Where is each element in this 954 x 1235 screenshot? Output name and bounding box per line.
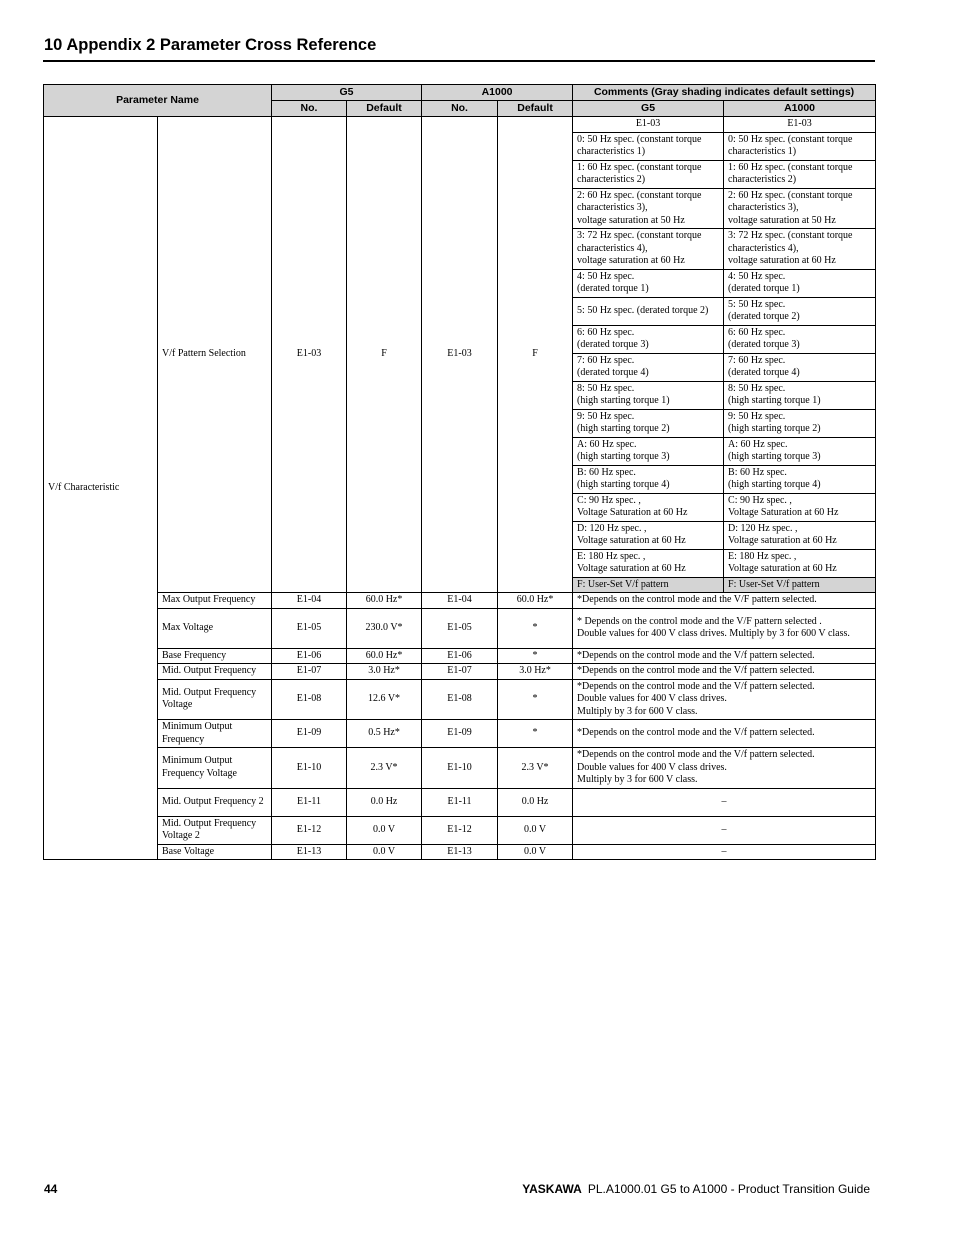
header-comments-a1000: A1000 [724,101,876,117]
g5-default: 2.3 V* [347,748,422,789]
header-a1000-no: No. [422,101,498,117]
g5-no: E1-13 [272,844,347,860]
header-a1000: A1000 [422,85,573,101]
vf-option-a1000: F: User-Set V/f pattern [724,577,876,593]
g5-default: 0.0 V [347,816,422,844]
vf-option-a1000: A: 60 Hz spec. (high starting torque 3) [724,437,876,465]
vf-option-g5: 7: 60 Hz spec. (derated torque 4) [573,353,724,381]
comment: *Depends on the control mode and the V/f pattern selected. Double values for 400 V class drives. Multiply by 3 for 600 V class. [573,679,876,720]
vf-option-a1000: C: 90 Hz spec. , Voltage Saturation at 60 Hz [724,493,876,521]
parameter-name: Base Voltage [158,844,272,860]
a1000-no: E1-07 [422,664,498,680]
a1000-default: 0.0 V [498,844,573,860]
vf-option-g5: 0: 50 Hz spec. (constant torque characteristics 1) [573,132,724,160]
header-comments-g5: G5 [573,101,724,117]
header-comments: Comments (Gray shading indicates default settings) [573,85,876,101]
g5-no: E1-07 [272,664,347,680]
comment: *Depends on the control mode and the V/f pattern selected. [573,720,876,748]
vf-option-a1000: 5: 50 Hz spec. (derated torque 2) [724,297,876,325]
vf-option-g5: 8: 50 Hz spec. (high starting torque 1) [573,381,724,409]
vf-pattern-option-row [44,117,876,133]
vf-option-g5: E1-03 [573,117,724,133]
g5-no: E1-11 [272,788,347,816]
a1000-no: E1-13 [422,844,498,860]
a1000-no: E1-04 [422,593,498,609]
parameter-name: Mid. Output Frequency Voltage 2 [158,816,272,844]
parameter-name: Base Frequency [158,648,272,664]
parameter-cross-reference-table [43,84,876,860]
g5-no: E1-08 [272,679,347,720]
a1000-no: E1-12 [422,816,498,844]
a1000-default: * [498,608,573,648]
vf-pattern-g5-default: F [347,117,422,593]
vf-option-a1000: 7: 60 Hz spec. (derated torque 4) [724,353,876,381]
header-row-1 [44,85,876,101]
vf-option-g5: 9: 50 Hz spec. (high starting torque 2) [573,409,724,437]
vf-option-a1000: D: 120 Hz spec. , Voltage saturation at 60 Hz [724,521,876,549]
vf-option-a1000: 0: 50 Hz spec. (constant torque characteristics 1) [724,132,876,160]
header-g5-no: No. [272,101,347,117]
g5-default: 12.6 V* [347,679,422,720]
vf-option-g5: E: 180 Hz spec. , Voltage saturation at 60 Hz [573,549,724,577]
vf-option-a1000: B: 60 Hz spec. (high starting torque 4) [724,465,876,493]
a1000-no: E1-08 [422,679,498,720]
parameter-name: Max Output Frequency [158,593,272,609]
g5-default: 60.0 Hz* [347,648,422,664]
g5-no: E1-12 [272,816,347,844]
vf-option-a1000: 8: 50 Hz spec. (high starting torque 1) [724,381,876,409]
parameter-name: Mid. Output Frequency Voltage [158,679,272,720]
a1000-default: 60.0 Hz* [498,593,573,609]
header-g5: G5 [272,85,422,101]
vf-pattern-name: V/f Pattern Selection [158,117,272,593]
parameter-name: Minimum Output Frequency Voltage [158,748,272,789]
parameter-row [44,844,876,860]
group-label-vf-characteristic: V/f Characteristic [44,117,158,860]
comment: *Depends on the control mode and the V/F pattern selected. [573,593,876,609]
footer-text [522,1182,870,1196]
parameter-row [44,608,876,648]
comment: *Depends on the control mode and the V/f pattern selected. [573,648,876,664]
g5-default: 0.0 Hz [347,788,422,816]
vf-option-a1000: E1-03 [724,117,876,133]
comment: – [573,844,876,860]
vf-option-a1000: 6: 60 Hz spec. (derated torque 3) [724,325,876,353]
parameter-name: Max Voltage [158,608,272,648]
g5-no: E1-09 [272,720,347,748]
vf-option-g5: 3: 72 Hz spec. (constant torque characteristics 4), voltage saturation at 60 Hz [573,229,724,270]
vf-option-g5: 6: 60 Hz spec. (derated torque 3) [573,325,724,353]
header-parameter-name: Parameter Name [44,85,272,117]
parameter-row [44,720,876,748]
table-body [44,117,876,860]
footer-doc-title: PL.A1000.01 G5 to A1000 - Product Transition Guide [587,1182,870,1196]
vf-option-a1000: 4: 50 Hz spec. (derated torque 1) [724,269,876,297]
vf-option-g5: 4: 50 Hz spec. (derated torque 1) [573,269,724,297]
g5-no: E1-10 [272,748,347,789]
a1000-no: E1-09 [422,720,498,748]
vf-option-a1000: 2: 60 Hz spec. (constant torque characteristics 3), voltage saturation at 50 Hz [724,188,876,229]
vf-option-g5: C: 90 Hz spec. , Voltage Saturation at 60 Hz [573,493,724,521]
a1000-default: * [498,648,573,664]
comment: – [573,788,876,816]
vf-option-g5: 1: 60 Hz spec. (constant torque characteristics 2) [573,160,724,188]
header-g5-default: Default [347,101,422,117]
g5-no: E1-05 [272,608,347,648]
g5-default: 60.0 Hz* [347,593,422,609]
a1000-default: * [498,679,573,720]
header-a1000-default: Default [498,101,573,117]
parameter-row [44,648,876,664]
a1000-no: E1-11 [422,788,498,816]
vf-option-a1000: 3: 72 Hz spec. (constant torque characteristics 4), voltage saturation at 60 Hz [724,229,876,270]
parameter-row [44,664,876,680]
parameter-row [44,816,876,844]
page-number: 44 [44,1182,58,1196]
parameter-name: Minimum Output Frequency [158,720,272,748]
section-title: 10 Appendix 2 Parameter Cross Reference [44,36,377,54]
comment: – [573,816,876,844]
vf-option-g5: A: 60 Hz spec. (high starting torque 3) [573,437,724,465]
parameter-row [44,748,876,789]
parameter-row [44,679,876,720]
g5-no: E1-06 [272,648,347,664]
a1000-no: E1-10 [422,748,498,789]
g5-default: 0.5 Hz* [347,720,422,748]
vf-option-a1000: 1: 60 Hz spec. (constant torque characteristics 2) [724,160,876,188]
parameter-row [44,593,876,609]
comment: *Depends on the control mode and the V/f pattern selected. Double values for 400 V class drives. Multiply by 3 for 600 V class. [573,748,876,789]
comment: * Depends on the control mode and the V/F pattern selected . Double values for 400 V class drives. Multiply by 3 for 600 V class. [573,608,876,648]
vf-option-g5: D: 120 Hz spec. , Voltage saturation at 60 Hz [573,521,724,549]
vf-option-g5: 2: 60 Hz spec. (constant torque characteristics 3), voltage saturation at 50 Hz [573,188,724,229]
g5-default: 3.0 Hz* [347,664,422,680]
title-rule [43,60,875,62]
a1000-default: 2.3 V* [498,748,573,789]
a1000-default: * [498,720,573,748]
vf-pattern-a1000-no: E1-03 [422,117,498,593]
parameter-row [44,788,876,816]
vf-option-g5: F: User-Set V/f pattern [573,577,724,593]
vf-option-a1000: 9: 50 Hz spec. (high starting torque 2) [724,409,876,437]
vf-pattern-a1000-default: F [498,117,573,593]
comment: *Depends on the control mode and the V/f pattern selected. [573,664,876,680]
a1000-no: E1-05 [422,608,498,648]
vf-option-a1000: E: 180 Hz spec. , Voltage saturation at 60 Hz [724,549,876,577]
parameter-name: Mid. Output Frequency 2 [158,788,272,816]
parameter-name: Mid. Output Frequency [158,664,272,680]
g5-default: 230.0 V* [347,608,422,648]
a1000-default: 0.0 V [498,816,573,844]
footer-brand: YASKAWA [522,1182,582,1196]
g5-default: 0.0 V [347,844,422,860]
g5-no: E1-04 [272,593,347,609]
vf-option-g5: B: 60 Hz spec. (high starting torque 4) [573,465,724,493]
vf-pattern-g5-no: E1-03 [272,117,347,593]
a1000-no: E1-06 [422,648,498,664]
vf-option-g5: 5: 50 Hz spec. (derated torque 2) [573,297,724,325]
a1000-default: 3.0 Hz* [498,664,573,680]
a1000-default: 0.0 Hz [498,788,573,816]
